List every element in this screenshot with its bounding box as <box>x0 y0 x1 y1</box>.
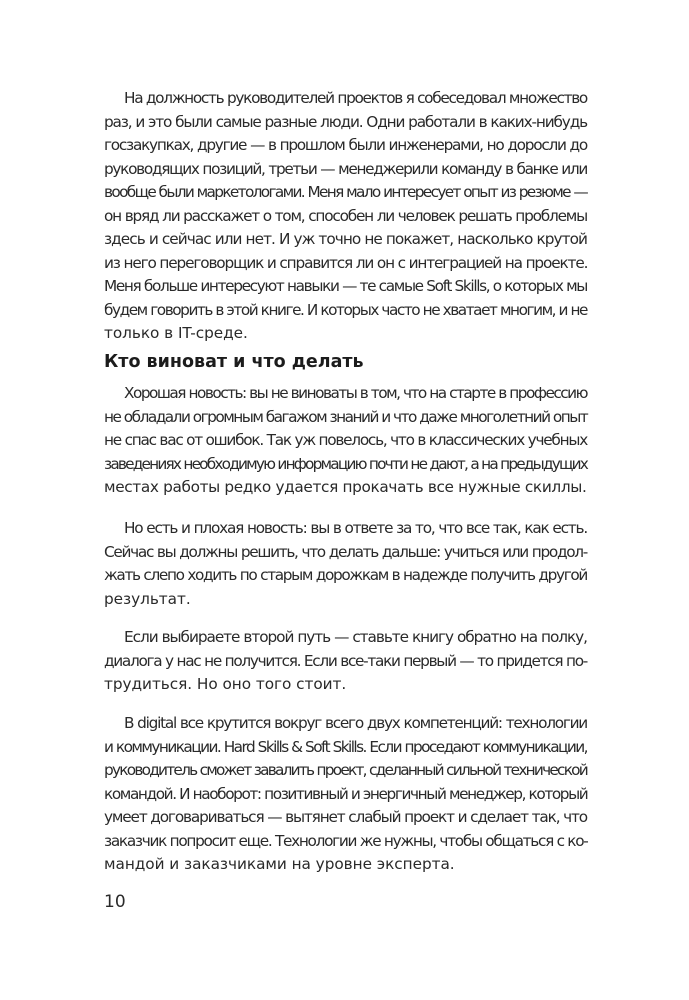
text-line: будем говорить в этой книге. И которых часто не хватает многим, и не <box>104 300 587 319</box>
text-line: из него переговорщик и справится ли он с интеграцией на проекте. <box>104 253 588 272</box>
text-line: и коммуникации. Hard Skills & Soft Skills. Если проседают коммуникации, <box>104 737 587 756</box>
text-line: местах работы редко удается прокачать все нужные скиллы. <box>104 478 587 496</box>
text-line: Меня больше интересуют навыки — те самые Soft Skills, о которых мы <box>104 277 587 295</box>
text-line: раз, и это были самые разные люди. Одни работали в каких-нибудь <box>104 112 587 131</box>
text-line: руководящих позиций, третьи — менеджерили команду в банке или <box>104 159 587 178</box>
paragraph-good-news <box>104 382 587 500</box>
text-line: не обладали огромным багажом знаний и что даже многолетний опыт <box>104 407 588 426</box>
section-heading: Кто виноват и что делать <box>104 352 364 372</box>
text-line: он вряд ли расскажет о том, способен ли человек решать проблемы <box>104 206 587 225</box>
paragraph-intro <box>104 87 587 346</box>
text-line: не спас вас от ошибок. Так уж повелось, что в классических учебных <box>104 431 587 449</box>
text-line: мандой и заказчиками на уровне эксперта. <box>104 855 455 873</box>
text-line: командой. И наоборот: позитивный и энергичный менеджер, который <box>104 784 588 803</box>
text-line: Хорошая новость: вы не виноваты в том, что на старте в профессию <box>124 384 587 402</box>
text-line: диалога у нас не получится. Если все-таки первый — то придется по- <box>104 651 587 670</box>
text-line: госзакупках, другие — в прошлом были инженерами, но доросли до <box>104 136 587 154</box>
text-line: руководитель сможет завалить проект, сделанный сильной технической <box>104 761 587 779</box>
paragraph-bad-news <box>104 517 587 611</box>
text-line: умеет договариваться — вытянет слабый проект и сделает так, что <box>104 808 587 826</box>
text-line: заказчик попросит еще. Технологии же нужны, чтобы общаться с ко- <box>104 831 588 850</box>
text-line: результат. <box>104 589 191 608</box>
text-line: вообще были маркетологами. Меня мало интересует опыт из резюме — <box>104 183 587 201</box>
text-line: здесь и сейчас или нет. И уж точно не покажет, насколько крутой <box>104 230 587 248</box>
text-line: только в IT-среде. <box>104 324 248 342</box>
paragraph-choice <box>104 626 587 697</box>
text-line: заведениях необходимую информацию почти не дают, а на предыдущих <box>104 454 587 473</box>
text-line: трудиться. Но оно того стоит. <box>104 675 347 693</box>
text-line: Сейчас вы должны решить, что делать дальше: учиться или продол- <box>104 542 587 561</box>
text-line: В digital все крутится вокруг всего двух компетенций: технологии <box>124 714 587 732</box>
paragraph-digital <box>104 712 587 877</box>
page-number: 10 <box>104 892 126 912</box>
text-line: Но есть и плохая новость: вы в ответе за то, что все так, как есть. <box>124 519 587 537</box>
text-line: На должность руководителей проектов я собеседовал множество <box>124 89 587 107</box>
text-line: Если выбираете второй путь — ставьте книгу обратно на полку, <box>124 628 587 646</box>
text-line: жать слепо ходить по старым дорожкам в надежде получить другой <box>104 566 587 584</box>
